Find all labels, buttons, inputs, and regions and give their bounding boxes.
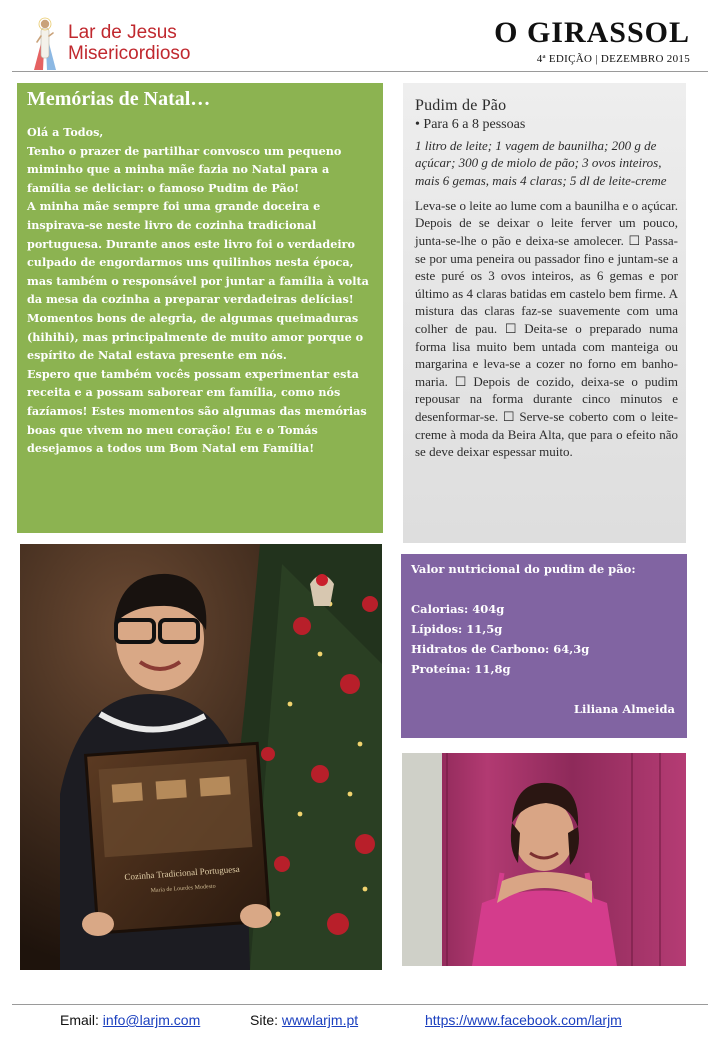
photo-boy-illustration bbox=[20, 544, 382, 970]
facebook-link[interactable]: https://www.facebook.com/larjm bbox=[425, 1012, 622, 1028]
book-title: Cozinha Tradicional Portuguesa bbox=[124, 863, 240, 882]
org-name bbox=[68, 22, 190, 64]
author-signature: Liliana Almeida bbox=[573, 702, 675, 716]
article-paragraph: A minha mãe sempre foi uma grande doceira e inspirava-se neste livro de cozinha tradicional portuguesa. Durante anos este livro foi o verdadeiro culpado de engordarmos uns quilinhos nesta época, mas também o responsável por juntar a família à volta da mesa da cozinha a preparar verdadeiras delícias! Momentos bons de alegria, de algumas queimaduras (hihihi), mas principalmente de muito amor porque o espírito de Natal estava presente em nós. bbox=[27, 199, 369, 363]
recipe-method: Leva-se o leite ao lume com a baunilha e o açúcar. Depois de se deixar o leite ferver um pouco, junta-se-lhe o pão e deixa-se amolecer. ☐ Passa-se por uma peneira ou passador fino e juntam-se a este puré os 3 ovos inteiros, as 6 gemas e por último as 4 claras batidas em castelo bem firme. A mistura das claras faz-se suavemente com uma colher de pau. ☐ Deita-se o preparado numa forma lisa muito bem untada com manteiga ou margarina e leva-se a cozer no forno em banho-maria. ☐ Depois de cozido, deixa-se o pudim repousar na forma durante cinco minutos e desenformar-se. ☐ Serve-se coberto com o leite-creme à moda da Beira Alta, que para o efeito não se deve deixar espessar muito. bbox=[415, 197, 678, 460]
nutrition-box bbox=[401, 554, 687, 738]
book-author: Maria de Lourdes Modesto bbox=[150, 883, 216, 895]
divine-mercy-icon bbox=[30, 16, 60, 70]
logo bbox=[30, 16, 210, 72]
photo-boy-with-book bbox=[20, 544, 382, 970]
nutrition-item: Lípidos: 11,5g bbox=[411, 622, 503, 636]
nutrition-item: Hidratos de Carbono: 64,3g bbox=[411, 642, 590, 656]
recipe-title: Pudim de Pão bbox=[415, 97, 507, 114]
article-body bbox=[27, 123, 374, 458]
article-paragraph: Olá a Todos, bbox=[27, 125, 104, 139]
newsletter-title: O GIRASSOL bbox=[494, 16, 690, 49]
org-name-line2: Misericordioso bbox=[68, 43, 191, 64]
nutrition-heading: Valor nutricional do pudim de pão: bbox=[411, 562, 636, 576]
photo-woman bbox=[402, 753, 686, 966]
header-divider bbox=[12, 71, 708, 72]
email-link[interactable]: info@larjm.com bbox=[102, 1012, 201, 1028]
article-paragraph: Espero que também vocês possam experimentar esta receita e a possam saborear em família, como nós fazíamos! Estes momentos são algumas das memórias boas que vivem no meu coração! Eu e o Tomás desejamos a todos um Bom Natal em Família! bbox=[27, 366, 367, 456]
footer-facebook bbox=[425, 1012, 622, 1028]
recipe-ingredients: 1 litro de leite; 1 vagem de baunilha; 200 g de açúcar; 300 g de miolo de pão; 3 ovos inteiros, mais 6 gemas, mais 4 claras; 5 dl de leite-creme bbox=[415, 138, 667, 188]
recipe-servings: • Para 6 a 8 pessoas bbox=[415, 117, 526, 132]
site-label: Site: bbox=[250, 1012, 279, 1028]
email-label: Email: bbox=[60, 1012, 99, 1028]
recipe-scan bbox=[403, 83, 686, 543]
footer-divider bbox=[12, 1004, 708, 1005]
photo-woman-illustration bbox=[402, 753, 686, 966]
footer-email bbox=[60, 1012, 200, 1028]
site-link[interactable]: wwwlarjm.pt bbox=[281, 1012, 359, 1028]
nutrition-item: Proteína: 11,8g bbox=[411, 662, 511, 676]
article-box bbox=[17, 83, 383, 533]
footer-site bbox=[250, 1012, 358, 1028]
org-name-line1: Lar de Jesus bbox=[68, 22, 177, 43]
nutrition-spacer bbox=[411, 579, 677, 599]
article-paragraph: Tenho o prazer de partilhar convosco um pequeno miminho que a minha mãe fazia no Natal para a família se deliciar: o famoso Pudim de Pão! bbox=[27, 143, 342, 195]
edition-line: 4ª EDIÇÃO | DEZEMBRO 2015 bbox=[536, 53, 690, 65]
nutrition-item: Calorias: 404g bbox=[411, 602, 505, 616]
article-title: Memórias de Natal… bbox=[27, 88, 211, 110]
